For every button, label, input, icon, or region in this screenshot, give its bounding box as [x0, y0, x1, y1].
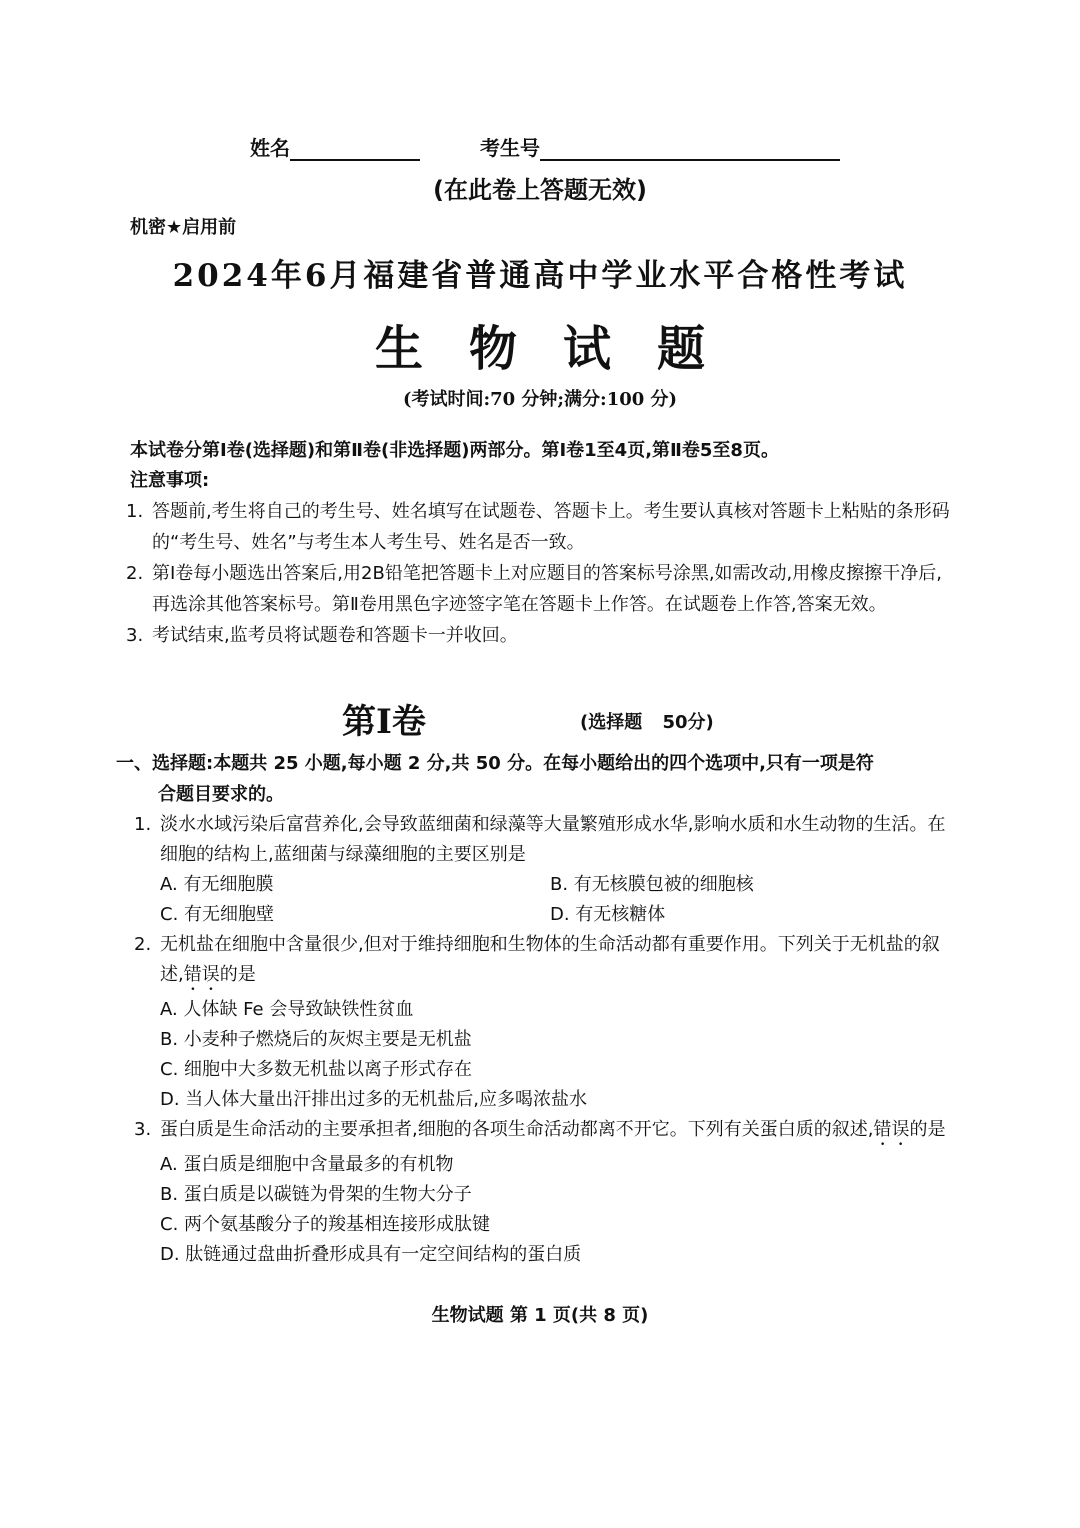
option-b: B. 蛋白质是以碳链为骨架的生物大分子: [160, 1184, 472, 1205]
question-stem: 淡水水域污染后富营养化,会导致蓝细菌和绿藻等大量繁殖形成水华,影响水质和水生动物的生活。在细胞的结构上,蓝细菌与绿藻细胞的主要区别是: [160, 814, 946, 865]
notice-item-text: 第Ⅰ卷每小题选出答案后,用2B铅笔把答题卡上对应题目的答案标号涂黑,如需改动,用橡皮擦擦干净后,再选涂其他答案标号。第Ⅱ卷用黑色字迹签字笔在答题卡上作答。在试题卷上作答,答案无效。: [152, 563, 942, 615]
question-stem: [160, 1115, 954, 1150]
notice-item-number: 3.: [126, 625, 144, 646]
exam-title: 2024年6月福建省普通高中学业水平合格性考试: [172, 258, 908, 294]
option-d: D. 当人体大量出汗排出过多的无机盐后,应多喝浓盐水: [160, 1089, 588, 1110]
option-d: D. 有无核糖体: [550, 904, 666, 925]
question-2: [134, 930, 954, 995]
candidate-id-label: 考生号: [480, 136, 540, 160]
notice-item: [126, 496, 956, 558]
section-instructions: [116, 748, 956, 810]
exam-time-info: (考试时间:70 分钟;满分:100 分): [402, 389, 678, 410]
notice-item: [126, 558, 956, 620]
notice-item-text: 答题前,考生将自己的考生号、姓名填写在试题卷、答题卡上。考生要认真核对答题卡上粘贴的条形码的“考生号、姓名”与考生本人考生号、姓名是否一致。: [152, 501, 950, 553]
question-number: 3.: [134, 1119, 152, 1140]
subject-title: 生物试题: [374, 321, 751, 377]
question-stem-text: 蛋白质是生命活动的主要承担者,细胞的各项生命活动都离不开它。下列有关蛋白质的叙述,: [160, 1119, 874, 1140]
option-b: B. 小麦种子燃烧后的灰烬主要是无机盐: [160, 1029, 472, 1050]
notice-list: [126, 496, 956, 651]
question-number: 1.: [134, 814, 152, 835]
option-a: A. 有无细胞膜: [160, 874, 274, 895]
option-c: C. 有无细胞壁: [160, 904, 275, 925]
page-footer: 生物试题 第 1 页(共 8 页): [431, 1305, 649, 1326]
name-label: 姓名: [250, 136, 290, 160]
option-c: C. 两个氨基酸分子的羧基相连接形成肽键: [160, 1214, 491, 1235]
confidential-label: 机密★启用前: [130, 217, 237, 238]
notice-heading: 注意事项:: [130, 470, 210, 491]
emphasis-word: 错误: [183, 964, 220, 985]
question-stem: [160, 930, 954, 995]
option-a: A. 人体缺 Fe 会导致缺铁性贫血: [160, 999, 414, 1020]
volume-subheading: (选择题 50分): [580, 712, 714, 733]
question-list: [134, 810, 954, 1270]
question-1-options: [134, 870, 954, 930]
emphasis-word: 错误: [873, 1119, 910, 1140]
candidate-id-blank: [540, 141, 840, 161]
notice-item-text: 考试结束,监考员将试题卷和答题卡一并收回。: [152, 625, 518, 646]
question-3-options: [134, 1150, 954, 1270]
option-b: B. 有无核膜包被的细胞核: [550, 874, 754, 895]
question-2-options: [134, 995, 954, 1115]
candidate-info-line: [250, 132, 840, 161]
option-c: C. 细胞中大多数无机盐以离子形式存在: [160, 1059, 473, 1080]
question-1: [134, 810, 954, 870]
option-a: A. 蛋白质是细胞中含量最多的有机物: [160, 1154, 454, 1175]
question-3: [134, 1115, 954, 1150]
name-blank: [290, 141, 420, 161]
question-stem-tail: 的是: [909, 1119, 946, 1140]
section-instructions-line2: 合题目要求的。: [158, 784, 284, 805]
invalid-answer-notice: (在此卷上答题无效): [433, 176, 647, 204]
notice-item: [126, 620, 956, 651]
question-stem-text: 无机盐在细胞中含量很少,但对于维持细胞和生物体的生命活动都有重要作用。下列关于无机盐的叙述,: [160, 934, 940, 985]
question-stem-tail: 的是: [219, 964, 256, 985]
question-number: 2.: [134, 934, 152, 955]
notice-item-number: 2.: [126, 563, 144, 584]
paper-intro: 本试卷分第Ⅰ卷(选择题)和第Ⅱ卷(非选择题)两部分。第Ⅰ卷1至4页,第Ⅱ卷5至8页。: [130, 440, 779, 461]
option-d: D. 肽链通过盘曲折叠形成具有一定空间结构的蛋白质: [160, 1244, 582, 1265]
notice-item-number: 1.: [126, 501, 144, 522]
section-instructions-line1: 一、选择题:本题共 25 小题,每小题 2 分,共 50 分。在每小题给出的四个选项中,只有一项是符: [116, 753, 874, 774]
volume-heading: 第Ⅰ卷: [342, 702, 426, 742]
